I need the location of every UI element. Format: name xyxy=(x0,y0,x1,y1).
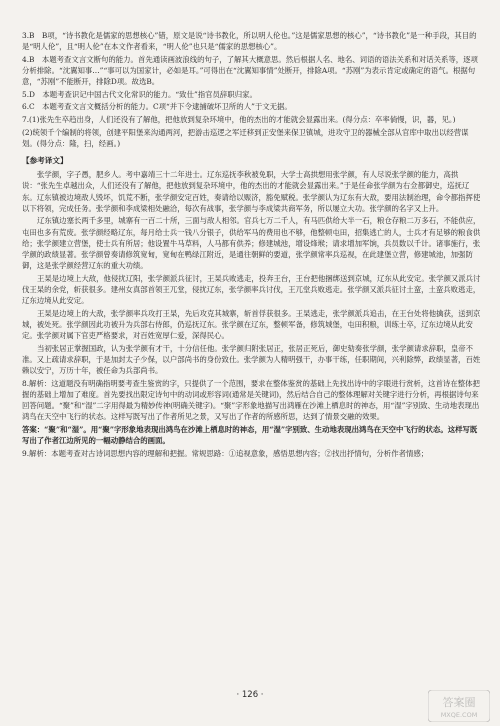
paragraph: 3.B B项，“诗书教化是儒家的思想核心”错，原文是说“诗书教化，所以明人伦也。”这是儒家思想的核心”，“诗书教化”是一种手段，其目的是“明人伦”，且“明人伦”在本文作者看来，“明人伦”也只是“儒家的思想核心”。 xyxy=(22,31,477,52)
paragraph: 王杲是边境上的大敌，张学颜率兵攻打王杲，先后攻克其城寨，斩首俘获很多。王杲逃走，张学颜派兵追击，在王台处将他擒获，送到京城，被处死。张学颜因此功被升为兵部右侍郎，仍巡抚辽东。张学颜在辽东，整顿军备，修筑城堡，屯田积粮，训练士卒，辽东边境从此安定。张学颜对属下官吏严格要求，对百姓宽厚仁爱，深得民心。 xyxy=(22,308,481,341)
paragraph: 9.解析：本题考查对古诗词思想内容的理解和把握。常规思路：①追视意象，感悟思想内容；②找出抒情句，分析作者情感； xyxy=(22,448,429,458)
paragraph: 7.(1)张先生卒趋出身，人们还没有了解他，把他放到复杂环境中，他的杰出的才能就会显露出来。(得分点：卒率倘慢，识，器，见。) xyxy=(22,114,456,124)
paragraph: 4.B 本题考查文言文断句的能力。首先通读画波浪线的句子，了解其大概意思。然后根据人名、地名、词语的语法关系和对话关系等，逐项分析排除。“沈翼知事…”“事可以为国家计，必如是耳。”可得出在“沈翼知事情”处断开，排除A项。“苏刚”为表示肯定或确定的语气。根据句意，“苏刚”不能断开，排除D项。故选B。 xyxy=(22,54,478,87)
watermark-logo xyxy=(428,690,490,722)
paragraph: (2)统领千个编制的将领，创建平阳堡来沟通两河，把游击巡逻之军迁移到正安堡来保卫镇城，进攻守卫的器械全部从官库中取出以经营谋划。(得分点：隆，扫，经画。) xyxy=(22,127,469,148)
answer-page xyxy=(22,30,482,460)
paragraph: 8.解析：这道题没有明确指明要考查生鉴赏的字，只提供了一个范围，要求在整体鉴赏的基础上先找出诗中的字眼进行赏析，这首诗在整体把握的基础上增加了难度。首先要找出限定诗句中的动词或形容词(通常是关键词)，然后结合自己的整体理解对关键字进行分析，再根据诗句来回答问题。“聚”和“湿”二字用得最为精妙传神(明确关键字)。“聚”字形象地描写出鸿雁在沙滩上栖息时的神态，用“湿”字别致、生动地表现出鸿鸟在天空中飞行的状态。这样写既写出了作者所见之景，又写出了作者的所感所思，达到了情景交融的效果。 xyxy=(22,378,480,422)
paragraph: 5.D 本题考查识记中国古代文化常识的能力。“致仕”指官员辞职归家。 xyxy=(22,89,257,99)
paragraph: 当初张居正掌握国政，认为张学颜有才干，十分信任他。张学颜归附张居正，张居正死后，御史劾奏张学颜，张学颜请求辞职，皇帝不准。又上疏请求辞职，于是加封太子少保，以户部尚书的身份致仕。张学颜为人精明强干，办事干练，任职期间，兴利除弊，政绩显著，百姓赖以安宁，万历十年，被任命为兵部尚书。 xyxy=(22,343,481,376)
paragraph: 答案：“聚”和“湿”。用“聚”字形象地表现出鸿鸟在沙滩上栖息时的神态，用“湿”字别致、生动地表现出鸿鸟在天空中飞行的状态。这样写既写出了作者江边所见的一幅动静结合的画面。 xyxy=(22,425,478,446)
section-heading: 【参考译文】 xyxy=(22,155,68,165)
watermark-url: MXQE.COM xyxy=(440,711,478,719)
watermark-text: 答案圈 xyxy=(442,696,476,709)
paragraph: 辽东镇边塞长两千多里，城寨有一百二十所，三面与敌人相邻。官兵七万二千人，有马匹供给大半一石，粮仓存粮二万多石，不能供应，屯田也多有荒废。张学颜经略辽东，每月给士兵一钱八分银子，供给军马的费用也不够，他整顿屯田，招集逃亡的人，士兵才有足够的粮食供给；张学颜建立营堡，使士兵有所居；他设置牛马草料，人马都有供养；修建城池，增设烽堠；请求增加军饷，兵员数以千计。诸事施行，张学颜的政绩显著。张学颜曾奏请修筑宽甸，宽甸在鸭绿江附近，是通往朝鲜的要道，张学颜常率兵巡视，在此建堡立营，修建城池，加强防御，这是张学颜经营辽东的重大功绩。 xyxy=(22,216,481,271)
paragraph: 王杲是边境上大敌，他侵扰辽阳，张学颜派兵征讨，王杲兵败逃走，投奔王台，王台把他捆绑送到京城，辽东从此安定。张学颜又派兵讨伐王杲的余党，斩获很多。建州女真部首领王兀堂，侵扰辽东，张学颜率兵讨伐，王兀堂兵败逃走。张学颜又派兵征讨土蛮，土蛮兵败逃走，辽东边境从此安定。 xyxy=(22,273,481,306)
paragraph: 6.C 本题考查文言文概括分析的能力。C项“并下令逮捕破坏卫所的人”于文无据。 xyxy=(22,102,292,112)
page-number: · 126 · xyxy=(236,690,264,700)
paragraph: 张学颜，字子愚，肥乡人。考中嘉靖三十二年进士。辽东巡抚李秋被免职，大学士高拱想用张学颜，有人尽说张学颜的能力，高拱说：“张先生卓越出众，人们还没有了解他，把他放到复杂环境中，他的杰出的才能就会显露出来。”于是任命张学颜为右佥都御史，巡抚辽东。辽东镇被边境敌人毁坏，饥荒不断，张学颜安定百姓，奏请给以赈济，豁免赋税。张学颜认为辽东有大敌，要用法制治理，命令都指挥使以下将领，完成任务。张学颜和李成梁相处融洽，每次有战事，张学颜与李成梁共商军务，所以屡立大功。张学颜的名字又上升。 xyxy=(22,170,481,213)
